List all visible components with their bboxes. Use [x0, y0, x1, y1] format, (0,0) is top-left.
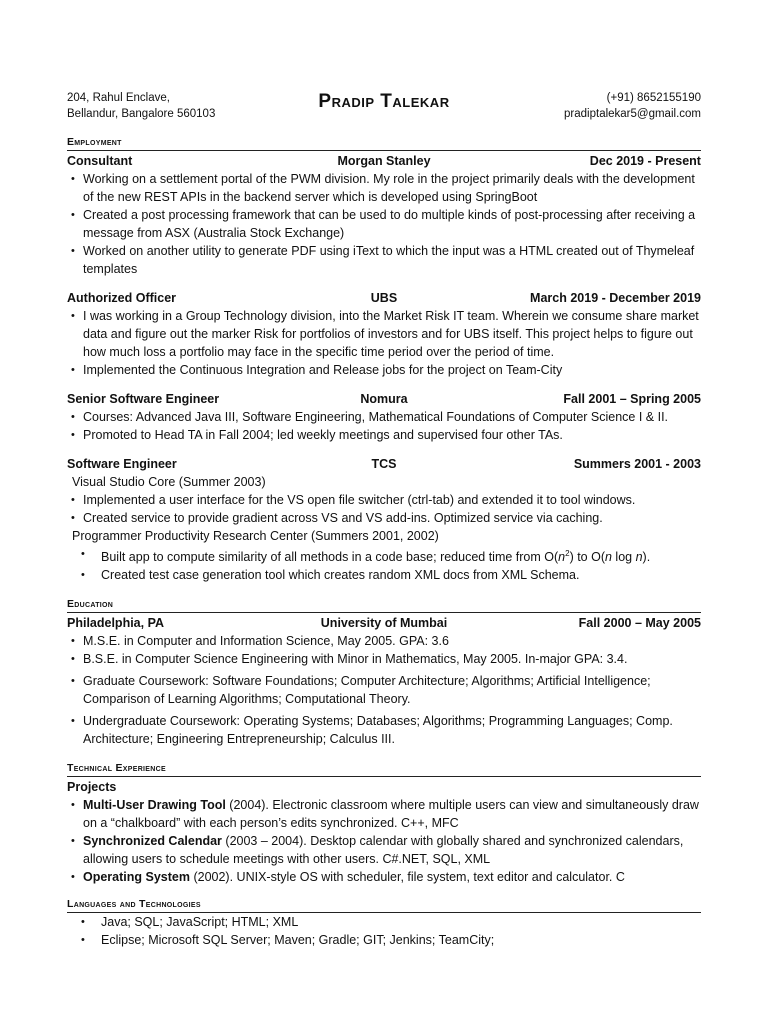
employment-heading: Employment	[67, 136, 701, 151]
list-item: • Built app to compute similarity of all methods in a code base; reduced time from $O(n^2)$ to O(n log n).	[101, 545, 701, 566]
job-role: Software Engineer	[67, 457, 177, 471]
list-item: • Multi-User Drawing Tool (2004). Electronic classroom where multiple users can view and simultaneously draw on a “chalkboard” with each person’s edits synchronized. C++, MFC	[83, 796, 701, 832]
list-item: • Promoted to Head TA in Fall 2004; led weekly meetings and supervised four other TAs.	[83, 426, 701, 444]
job-header-tcs	[67, 456, 701, 473]
job-dates: Dec 2019 - Present	[589, 154, 701, 168]
address-line-1: 204, Rahul Enclave,	[67, 92, 170, 104]
job-dates: March 2019 - December 2019	[530, 291, 701, 305]
education-dates: Fall 2000 – May 2005	[578, 616, 701, 631]
job-role: Authorized Officer	[67, 291, 177, 305]
projects-label: Projects	[67, 780, 117, 795]
resume-page	[67, 88, 701, 949]
technical-heading: Technical Experience	[67, 762, 701, 777]
job-bullets-morgan-stanley	[67, 170, 701, 278]
job-header-ubs	[67, 290, 701, 307]
project-name: Multi-User Drawing Tool	[83, 798, 226, 813]
list-item: • Working on a settlement portal of the PWM division. My role in the project primarily deals with the development of the new REST APIs in the backend server which is developed using SpringBoot	[83, 170, 701, 206]
education-heading: Education	[67, 598, 701, 613]
list-item: • Worked on another utility to generate PDF using iText to which the input was a HTML created out of Thymeleaf templates	[83, 242, 701, 278]
job-company: Morgan Stanley	[337, 154, 431, 168]
contact-block	[564, 90, 701, 122]
sub-project-title: Visual Studio Core (Summer 2003)	[72, 475, 266, 489]
education-location: Philadelphia, PA	[67, 616, 165, 631]
list-item: • Graduate Coursework: Software Foundations; Computer Architecture; Algorithms; Artificial Intelligence; Comparison of Learning Algorithms; Computational Theory.	[83, 672, 701, 708]
sub-project-bullets	[67, 491, 701, 527]
job-company: TCS	[371, 457, 397, 471]
job-role: Consultant	[67, 154, 133, 168]
languages-heading: Languages and Technologies	[67, 898, 701, 913]
candidate-name: Pradip Talekar	[318, 91, 450, 112]
list-item: • B.S.E. in Computer Science Engineering with Minor in Mathematics, May 2005. In-major GPA: 3.4.	[83, 650, 701, 668]
list-item: • Created test case generation tool which creates random XML docs from XML Schema.	[101, 566, 701, 584]
sub-project-title: Programmer Productivity Research Center (Summers 2001, 2002)	[72, 529, 439, 543]
list-item: • Courses: Advanced Java III, Software Engineering, Mathematical Foundations of Computer Science I & II.	[83, 408, 701, 426]
phone-number: (+91) 8652155190	[606, 92, 701, 104]
list-item: • Implemented the Continuous Integration and Release jobs for the project on Team-City	[83, 361, 701, 379]
job-dates: Summers 2001 - 2003	[573, 457, 701, 471]
job-dates: Fall 2001 – Spring 2005	[563, 392, 701, 406]
list-item: • Java; SQL; JavaScript; HTML; XML	[101, 913, 701, 931]
email-address[interactable]: pradiptalekar5@gmail.com	[564, 108, 701, 120]
list-item: • Created a post processing framework that can be used to do multiple kinds of post-processing after receiving a message from ASX (Australia Stock Exchange)	[83, 206, 701, 242]
list-item: • Created service to provide gradient across VS and VS add-ins. Optimized service via caching.	[83, 509, 701, 527]
address-line-2: Bellandur, Bangalore 560103	[67, 108, 216, 120]
resume-header	[67, 88, 701, 128]
list-item: • Implemented a user interface for the VS open file switcher (ctrl-tab) and extended it to tool windows.	[83, 491, 701, 509]
job-role: Senior Software Engineer	[67, 392, 220, 406]
project-name: Synchronized Calendar	[83, 834, 222, 849]
job-company: UBS	[370, 291, 398, 305]
list-item: • Synchronized Calendar (2003 – 2004). Desktop calendar with globally shared and synchronized calendars, allowing users to schedule meetings with other users. C#.NET, SQL, XML	[83, 832, 701, 868]
job-company: Nomura	[360, 392, 408, 406]
list-item: • I was working in a Group Technology division, into the Market Risk IT team. Wherein we consume share market data and figure out the marker Risk for portfolios of investors and for UBS itself. This project helps to figure out how much loss a portfolio may face in the specific time period over the period of time.	[83, 307, 701, 361]
education-bullets	[67, 632, 701, 748]
job-bullets-nomura	[67, 408, 701, 444]
education-header	[67, 615, 701, 632]
list-item: • M.S.E. in Computer and Information Science, May 2005. GPA: 3.6	[83, 632, 701, 650]
list-item: • Eclipse; Microsoft SQL Server; Maven; Gradle; GIT; Jenkins; TeamCity;	[101, 931, 701, 949]
job-header-nomura	[67, 391, 701, 408]
sub-project-bullets	[67, 545, 701, 584]
list-item: • Undergraduate Coursework: Operating Systems; Databases; Algorithms; Programming Languages; Comp. Architecture; Engineering Entrepreneurship; Calculus III.	[83, 712, 701, 748]
education-school: University of Mumbai	[320, 616, 448, 631]
job-header-morgan-stanley	[67, 153, 701, 170]
projects-list	[67, 796, 701, 886]
job-bullets-ubs	[67, 307, 701, 379]
list-item: • Operating System (2002). UNIX-style OS with scheduler, file system, text editor and calculator. C	[83, 868, 701, 886]
project-name: Operating System	[83, 870, 190, 885]
languages-list	[67, 913, 701, 949]
